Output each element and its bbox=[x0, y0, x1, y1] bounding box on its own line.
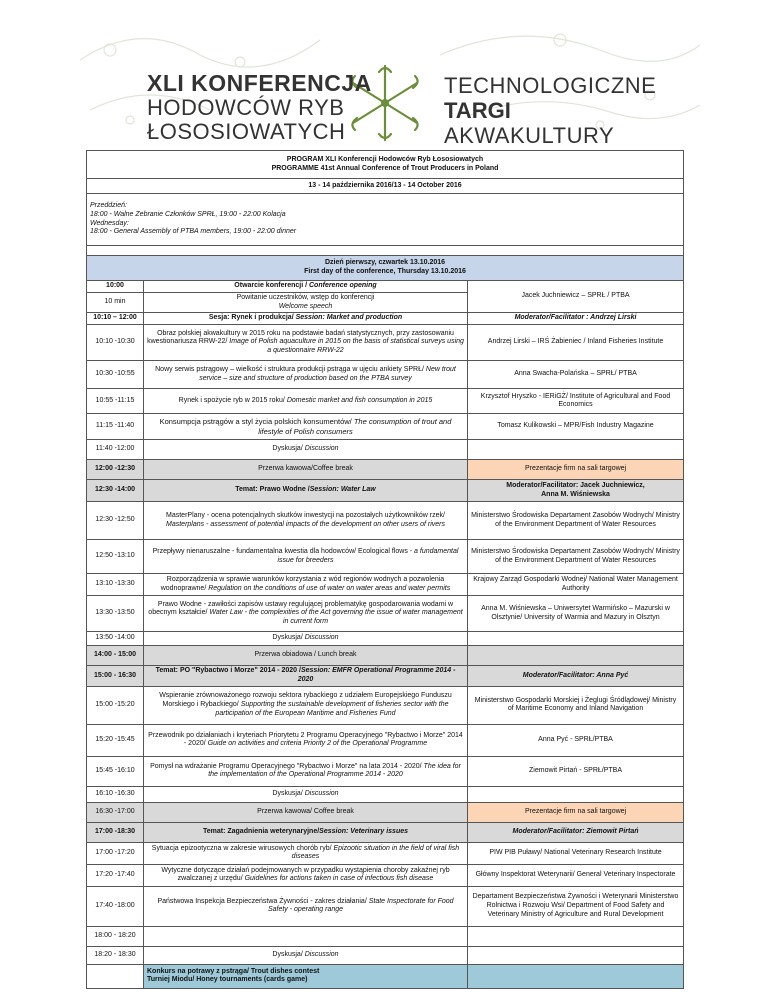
preday-line: 18:00 - Walne Zebranie Członków SPRŁ, 19:00 - 22:00 Kolacja bbox=[90, 210, 286, 218]
session-title-en: Session: Veterinary issues bbox=[319, 827, 409, 835]
time-cell: 15:00 - 16:30 bbox=[87, 666, 144, 687]
talk-title-en: Image of Polish aquaculture in 2015 on the basis of statistical surveys using a questionnaire RRW-22 bbox=[229, 338, 464, 355]
speaker-cell: PIW PIB Puławy/ National Veterinary Research Institute bbox=[468, 842, 684, 864]
table-row bbox=[87, 842, 684, 864]
time-cell: 17:20 -17:40 bbox=[87, 864, 144, 886]
preday-line: 18:00 - General Assembly of PTBA members, 19:00 - 22:00 dinner bbox=[90, 228, 297, 236]
speaker-cell: Jacek Juchniewicz – SPRŁ / PTBA bbox=[468, 281, 684, 313]
talk-title: Przepływy nienaruszalne - fundamentalna kwestia dla hodowców/ Ecological flows - bbox=[152, 548, 415, 555]
banner-right-line2: TARGI bbox=[444, 98, 511, 123]
talk-title: Dyskusja/ bbox=[272, 950, 305, 958]
session-title-en: Session: EMFR Operational Programme 2014 - 2020 bbox=[297, 667, 456, 683]
talk-title-en: Masterplans - assessment of potential impacts of the development on other users of rivers bbox=[166, 520, 445, 528]
time-cell: 13:10 -13:30 bbox=[87, 574, 144, 596]
talk-title: Rozporządzenia w sprawie warunków korzystania z wód regionów wodnych a pozwolenia wodnoprawne/ bbox=[160, 576, 445, 592]
talk-title: Wspieranie zrównoważonego rozwoju sektora rybackiego z udziałem Europejskiego Funduszu Morskiego i Rybackiego/ bbox=[159, 692, 452, 708]
table-row bbox=[87, 460, 684, 480]
time-cell: 15:00 -15:20 bbox=[87, 686, 144, 724]
table-row bbox=[87, 414, 684, 440]
time-cell: 16:30 -17:00 bbox=[87, 802, 144, 822]
speaker-cell: Ministerstwo Środowiska Departament Zasobów Wodnych/ Ministry of the Environment Department of Water Resources bbox=[468, 540, 684, 574]
table-row bbox=[87, 325, 684, 361]
time-cell: 16:10 -16:30 bbox=[87, 786, 144, 802]
time-cell: 11:15 -11:40 bbox=[87, 414, 144, 440]
talk-title: Państwowa Inspekcja Bezpieczeństwa Żywności - zakres działania/ bbox=[157, 897, 369, 905]
talk-title: Nowy serwis pstrągowy – wielkość i struktura produkcji pstrąga w ujęciu ankiety SPRŁ/ bbox=[155, 366, 426, 373]
talk-title: Obraz polskiej akwakultury w 2015 roku na podstawie badań statystycznych, przy zastosowaniu kwestionariusza RRW-22/ bbox=[147, 329, 454, 346]
programme-title-en: PROGRAMME 41st Annual Conference of Trout Producers in Poland bbox=[271, 164, 499, 172]
exhibition-cell: Prezentacje firm na sali targowej bbox=[468, 460, 684, 480]
talk-title: Dyskusja/ bbox=[272, 445, 305, 453]
table-row bbox=[87, 440, 684, 460]
talk-title-en: Supporting the sustainable development of fisheries sector with the participation of the European Maritime and Fisheries Fund bbox=[215, 700, 449, 717]
session-title: Temat: Prawo Wodne / bbox=[235, 486, 310, 494]
table-row bbox=[87, 802, 684, 822]
talk-title-en: The consumption of trout and lifestyle of Polish consumers bbox=[258, 417, 452, 436]
banner-right-line1: TECHNOLOGICZNE bbox=[444, 73, 657, 98]
time-cell: 14:00 - 15:00 bbox=[87, 646, 144, 666]
table-row bbox=[87, 480, 684, 502]
time-cell: 10:00 bbox=[87, 281, 144, 293]
talk-title-en: Discussion bbox=[304, 445, 339, 453]
day-header-row bbox=[87, 256, 684, 281]
talk-title-en: Domestic market and fish consumption in 2015 bbox=[286, 396, 433, 404]
banner-title-line1: XLI KONFERENCJA bbox=[147, 70, 372, 96]
table-row bbox=[87, 646, 684, 666]
time-cell: 12:00 -12:30 bbox=[87, 460, 144, 480]
banner-title-line3: ŁOSOSIOWATYCH bbox=[147, 119, 346, 144]
programme-title-pl: PROGRAM XLI Konferencji Hodowców Ryb Łososiowatych bbox=[286, 155, 484, 163]
table-row bbox=[87, 313, 684, 325]
time-cell: 13:30 -13:50 bbox=[87, 596, 144, 632]
table-row bbox=[87, 666, 684, 687]
table-row bbox=[87, 686, 684, 724]
conference-banner bbox=[0, 0, 768, 148]
speaker-cell: Ministerstwo Gospodarki Morskiej i Żeglugi Śródlądowej/ Ministry of Maritime Economy and Inland Navigation bbox=[468, 686, 684, 724]
exhibition-cell: Prezentacje firm na sali targowej bbox=[468, 802, 684, 822]
table-row bbox=[87, 632, 684, 646]
break-cell: Przerwa obiadowa / Lunch break bbox=[144, 646, 468, 666]
talk-title: Sytuacja epizootyczna w zakresie wirusowych chorób ryb/ bbox=[151, 844, 334, 852]
session-title: Otwarcie konferencji / bbox=[234, 282, 309, 289]
time-cell: 10:10 – 12:00 bbox=[87, 313, 144, 325]
talk-title-en: Water Law - the complexities of the Act governing the issue of water management in current form bbox=[209, 609, 463, 626]
table-row bbox=[87, 946, 684, 964]
moderator-cell: Moderator/Facilitator : Andrzej Lirski bbox=[514, 314, 637, 322]
time-cell: 17:00 -17:20 bbox=[87, 842, 144, 864]
table-row bbox=[87, 964, 684, 988]
talk-title: Rynek i spożycie ryb w 2015 roku/ bbox=[178, 396, 287, 404]
speaker-cell: Ministerstwo Środowiska Departament Zasobów Wodnych/ Ministry of the Environment Department of Water Resources bbox=[468, 502, 684, 540]
table-row bbox=[87, 389, 684, 414]
time-cell: 12:30 -14:00 bbox=[87, 480, 144, 502]
preday-line: Wednesday: bbox=[90, 219, 129, 227]
conference-dates: 13 - 14 października 2016/13 - 14 October 2016 bbox=[87, 179, 684, 194]
talk-title: Prawo Wodne - zawiłości zapisów ustawy regulującej problematykę gospodarowania wodami w obecnym kształcie/ bbox=[148, 600, 454, 617]
table-row bbox=[87, 596, 684, 632]
banner-title-line2: HODOWCÓW RYB bbox=[147, 95, 345, 120]
speaker-cell: Departament Bezpieczeństwa Żywności i Weterynarii Ministerstwo Rolnictwa i Rozwoju Wsi/ Department of Food Safety and Veterinary Ministry of Agriculture and Rural Development bbox=[468, 886, 684, 926]
preday-line: Przeddzień: bbox=[90, 202, 127, 209]
time-cell: 10 min bbox=[87, 292, 144, 313]
talk-title: Powitanie uczestników, wstęp do konferencji bbox=[236, 293, 375, 301]
moderator-cell: Moderator/Facilitator: Ziemowit Pirtań bbox=[512, 827, 639, 835]
spacer-row bbox=[87, 246, 684, 256]
table-row bbox=[87, 502, 684, 540]
speaker-cell: Andrzej Lirski – IRŚ Żabieniec / Inland Fisheries Institute bbox=[468, 325, 684, 361]
moderator-cell: Moderator/Facilitator: Anna Pyć bbox=[522, 671, 629, 679]
talk-title: Dyskusja/ bbox=[272, 634, 305, 642]
time-cell: 10:30 -10:55 bbox=[87, 361, 144, 389]
speaker-cell: Ziemowit Pirtań - SPRŁ/PTBA bbox=[468, 756, 684, 786]
table-row bbox=[87, 724, 684, 756]
talk-title-en: Discussion bbox=[304, 634, 339, 642]
session-title-en: Session: Market and production bbox=[295, 314, 403, 322]
speaker-cell: Główny Inspektorat Weterynarii/ General Veterinary Inspectorate bbox=[468, 864, 684, 886]
preday-row bbox=[87, 194, 684, 246]
table-row bbox=[87, 281, 684, 293]
speaker-cell: Krzysztof Hryszko - IERiGŻ/ Institute of Agricultural and Food Economics bbox=[468, 389, 684, 414]
talk-title-en: Welcome speech bbox=[278, 302, 333, 310]
talk-title-en: The idea for the implementation of the Operational Programme 2014 - 2020 bbox=[208, 762, 461, 779]
table-row bbox=[87, 822, 684, 842]
banner-left-title bbox=[147, 72, 372, 143]
time-cell: 17:00 -18:30 bbox=[87, 822, 144, 842]
time-cell: 18:00 - 18:20 bbox=[87, 926, 144, 946]
talk-title: Dyskusja/ bbox=[272, 789, 305, 797]
time-cell: 18:20 - 18:30 bbox=[87, 946, 144, 964]
table-row bbox=[87, 886, 684, 926]
session-title: Temat: PO "Rybactwo i Morze" 2014 - 2020 / bbox=[155, 667, 301, 675]
time-cell: 15:20 -15:45 bbox=[87, 724, 144, 756]
time-cell: 10:10 -10:30 bbox=[87, 325, 144, 361]
table-row bbox=[87, 786, 684, 802]
speaker-cell: Anna Pyć - SPRŁ/PTBA bbox=[468, 724, 684, 756]
talk-title-en: State Inspectorate for Food Safety - operating range bbox=[267, 897, 454, 914]
talk-title-en: Discussion bbox=[304, 950, 339, 958]
table-row bbox=[87, 756, 684, 786]
talk-title: Pomysł na wdrażanie Programu Operacyjnego "Rybactwo i Morze" na lata 2014 - 2020/ bbox=[150, 762, 424, 770]
time-cell: 11:40 -12:00 bbox=[87, 440, 144, 460]
talk-title-en: Regulation on the conditions of use of water on water areas and water permits bbox=[208, 584, 451, 592]
day-header-pl: Dzień pierwszy, czwartek 13.10.2016 bbox=[324, 259, 446, 267]
session-title: Temat: Zagadnienia weterynaryjne/ bbox=[202, 827, 320, 835]
dates-row bbox=[87, 179, 684, 194]
banner-right-title bbox=[444, 75, 656, 147]
talk-title-en: Guide on activities and criteria Priority 2 of the Operational Programme bbox=[207, 740, 428, 748]
talk-title-en: a fundamental issue for breeders bbox=[277, 548, 459, 564]
speaker-cell: Tomasz Kulikowski – MPR/Fish Industry Magazine bbox=[468, 414, 684, 440]
talk-title: Konsumpcja pstrągów a styl życia polskich konsumentów/ bbox=[159, 417, 354, 427]
talk-title-en: New trout service – size and structure of production based on the PTBA survey bbox=[199, 366, 456, 382]
evening-event: Konkurs na potrawy z pstrąga/ Trout dishes contest bbox=[147, 967, 320, 975]
talk-title-en: Epizootic situation in the field of viral fish diseases bbox=[291, 844, 460, 861]
time-cell: 12:30 -12:50 bbox=[87, 502, 144, 540]
banner-right-line3: AKWAKULTURY bbox=[444, 123, 615, 148]
time-cell: 15:45 -16:10 bbox=[87, 756, 144, 786]
time-cell: 10:55 -11:15 bbox=[87, 389, 144, 414]
evening-event: Turniej Miodu/ Honey tournaments (cards game) bbox=[147, 976, 308, 984]
time-cell: 13:50 -14:00 bbox=[87, 632, 144, 646]
programme-table bbox=[86, 150, 684, 989]
time-cell: 12:50 -13:10 bbox=[87, 540, 144, 574]
table-row bbox=[87, 926, 684, 946]
talk-title-en: Guidelines for actions taken in case of infectious fish disease bbox=[244, 875, 434, 883]
time-cell: 17:40 -18:00 bbox=[87, 886, 144, 926]
speaker-cell: Anna M. Wiśniewska – Uniwersytet Warmińsko – Mazurski w Olsztynie/ University of Warmia and Mazury in Olsztyn bbox=[468, 596, 684, 632]
break-cell: Przerwa kawowa/ Coffee break bbox=[144, 802, 468, 822]
table-row bbox=[87, 361, 684, 389]
talk-title: MasterPlany - ocena potencjalnych skutków inwestycji na pozostałych użytkowników rzek/ bbox=[166, 512, 445, 519]
talk-title: Przewodnik po działaniach i kryteriach Priorytetu 2 Programu Operacyjnego "Rybactwo i Morze" 2014 - 2020/ bbox=[148, 731, 463, 748]
session-title-en: Session: Water Law bbox=[309, 486, 376, 494]
session-title: Sesja: Rynek i produkcja/ bbox=[208, 314, 296, 322]
speaker-cell: Krajowy Zarząd Gospodarki Wodnej/ National Water Management Authority bbox=[468, 574, 684, 596]
day-header-en: First day of the conference, Thursday 13.10.2016 bbox=[304, 268, 466, 275]
session-title-en: Conference opening bbox=[309, 282, 377, 289]
title-row bbox=[87, 151, 684, 179]
talk-title: Wytyczne dotyczące działań podejmowanych w przypadku wystąpienia choroby zakaźnej ryb zwalczanej z urzędu/ bbox=[161, 866, 450, 883]
table-row bbox=[87, 540, 684, 574]
table-row bbox=[87, 864, 684, 886]
table-row bbox=[87, 574, 684, 596]
moderator-line: Anna M. Wiśniewska bbox=[541, 490, 610, 498]
break-cell: Przerwa kawowa/Coffee break bbox=[144, 460, 468, 480]
speaker-cell: Anna Swacha-Polańska – SPRŁ/ PTBA bbox=[468, 361, 684, 389]
talk-title-en: Discussion bbox=[304, 789, 339, 797]
moderator-line: Moderator/Facilitator: Jacek Juchniewicz, bbox=[506, 482, 645, 489]
